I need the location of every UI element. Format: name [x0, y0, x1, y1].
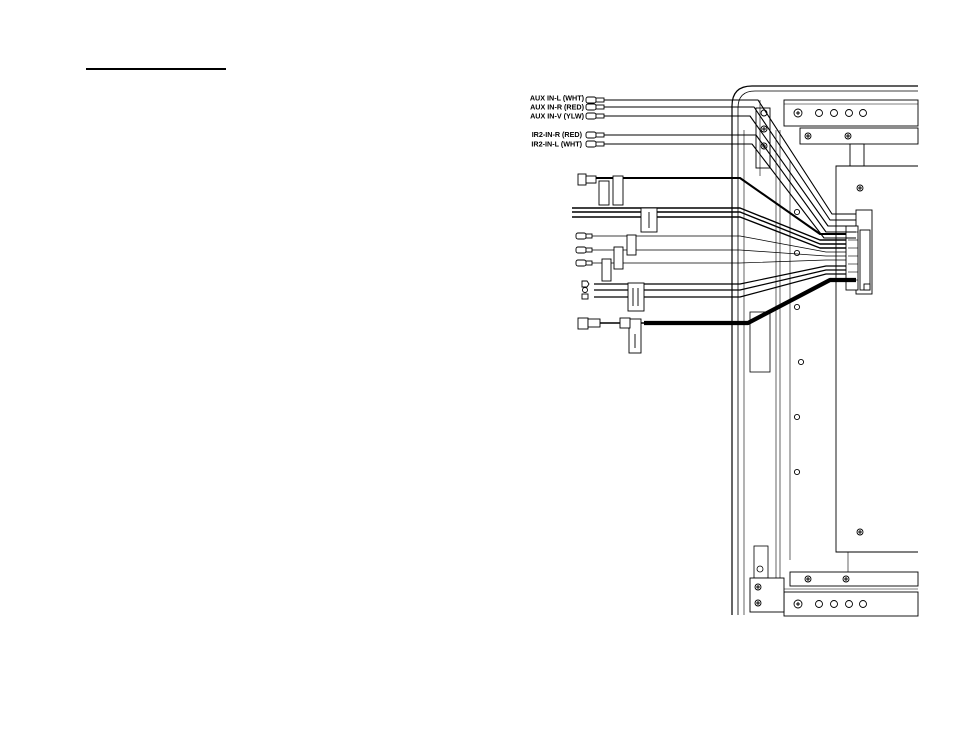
label-aux-in-l: AUX IN-L (WHT) [529, 93, 584, 103]
label-aux-in-v: AUX IN-V (YLW) [530, 111, 584, 121]
label-ir2-in-r: IR2-IN-R (RED) [531, 130, 582, 139]
left-bracket [750, 312, 770, 578]
lower-mounting-rail [750, 572, 918, 616]
label-aux-in-r: AUX IN-R (RED) [530, 102, 584, 112]
connector-labels [530, 94, 585, 149]
main-panel [790, 160, 918, 572]
label-ir2-in-l: IR2-IN-L (WHT) [531, 139, 582, 149]
